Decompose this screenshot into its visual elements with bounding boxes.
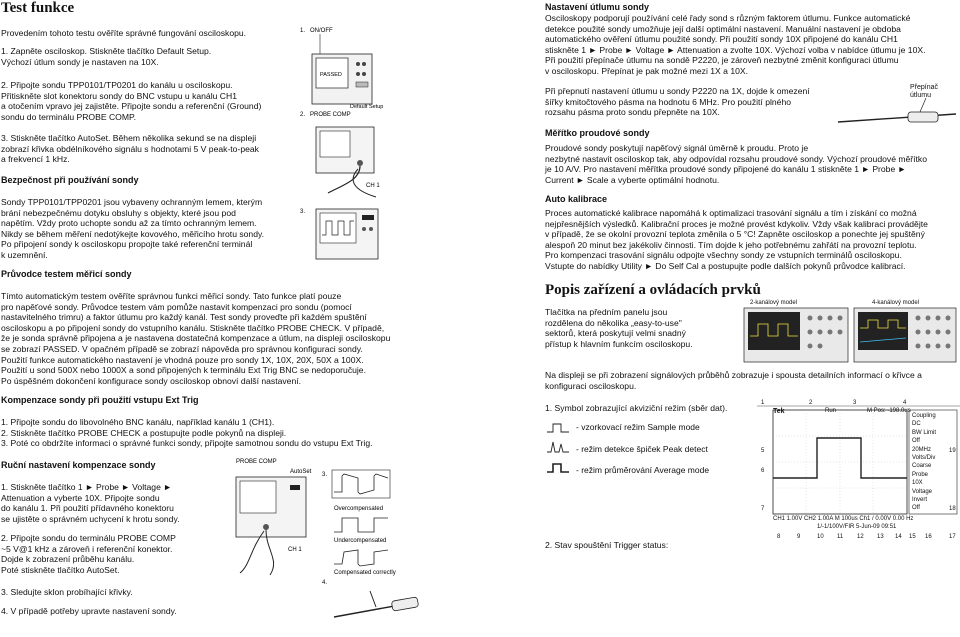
attenuation-text: Osciloskopy podporují používání celé řady sond s různým faktorem útlumu. Funkce automatické detekce použité sondy umožňuje její další optimální nastavení. Manuální nastavení je obdoba automatického ověření útlumu použité sondy. Při použití sondy 10X připojené do kanálu CH1 stiskněte 1 ► Probe ► Voltage ► Attenuation a zvolte 10X. Výchozí volba v nabídce útlumu je 10X. Při použití přepínače útlumu na sondě P2220, je zároveň nezbytné změnit konfiguraci útlumu v osciloskopu. Přepínat je pak možné mezi 1X a 10X.: [545, 13, 926, 76]
probe-guide-text: Tímto automatickým testem ověříte správnou funkci měřicí sondy. Tato funkce platí pouze pro napěťové sondy. Průvodce testem vám pomůže nastavit kompenzaci pro sondu (pomocí nastavitelného trimru) a faktor útlumu pro každý kanál. Test sondy proveďte při každém spuštění osciloskopu a po připojení sondy do vstupního kanálu. Stiskněte tlačítko PROBE CHECK. V případě, že je sonda správně připojena a je nastavena dostatečná kompenzace a útlum, na displeji osciloskopu se zobrazí PASSED. V opačném případě se zobrazí nápověda pro správnou konfiguraci sondy. Použití funkce automatického nastavení je vhodná pouze pro sondy 1X, 10X, 20X, 50X a 100X. Použití u sond 500X nebo 1000X a sond připojených k terminálu Ext Trig BNC se nedoporučuje. Po úspěšném dokončení konfigurace sondy osciloskop obnoví další nastavení.: [1, 291, 391, 386]
peak-detect-icon: [547, 442, 569, 452]
compensation-waveforms: [322, 468, 432, 588]
passed-label: PASSED: [320, 72, 342, 78]
sample-mode-icon: [547, 424, 569, 432]
callout-14: 14: [895, 534, 902, 540]
callout-2: 2: [809, 400, 813, 406]
menu-coarse: Coarse: [912, 463, 932, 470]
callout-1: 1: [761, 400, 765, 406]
scope-mpos: M Pos: -198.0us: [867, 408, 911, 414]
scope-side-menu: [912, 412, 956, 513]
trigger-status-heading: 2. Stav spouštění Trigger status:: [545, 540, 669, 550]
callout-8: 8: [777, 534, 781, 540]
probe-comp-label-2: PROBE COMP: [236, 459, 277, 465]
average-mode-icon: [547, 464, 569, 472]
scope-models-illustration: [742, 306, 958, 364]
autoset-illustration: [298, 205, 398, 265]
figure-number-1: 1.: [300, 28, 306, 34]
manual-step-4: 4. V případě potřeby upravte nastavení sondy.: [1, 606, 177, 616]
intro-text: Provedením tohoto testu ověříte správné fungování osciloskopu.: [1, 28, 247, 38]
menu-invert: Invert: [912, 497, 928, 504]
ext-trig-heading: Kompenzace sondy při použití vstupu Ext Trig: [1, 395, 199, 405]
manual-comp-illustration: [230, 455, 326, 605]
current-scale-heading: Měřítko proudové sondy: [545, 128, 650, 138]
onoff-label: ON/OFF: [310, 28, 333, 34]
callout-16: 16: [925, 534, 932, 540]
label-2ch-model: 2-kanálový model: [750, 300, 798, 306]
callout-3: 3: [853, 400, 857, 406]
manual-step-1: 1. Stiskněte tlačítko 1 ► Probe ► Voltage ► Attenuation a vyberte 10X. Připojte sondu do kanálu 1. Při použití přídavného konektoru se ujistěte o správném uchycení k hrotu sondy.: [1, 482, 180, 524]
figure-number-4: 4.: [322, 580, 328, 586]
auto-cal-heading: Auto kalibrace: [545, 194, 608, 204]
label-4ch-model: 4-kanálový model: [872, 300, 920, 306]
safety-text: Sondy TPP0101/TPP0201 jsou vybaveny ochranným lemem, kterým brání nebezpečnému dotyku obsluhy s objekty, které jsou pod napětím. Vždy proto uchopte sondu až za tímto ochranným lemem. Nikdy se během měření nedotýkejte kovového, měřicího hrotu sondy. Po připojení sondy k osciloskopu propojte také referenční terminál k uzemnění.: [1, 197, 265, 260]
callout-12: 12: [857, 534, 864, 540]
ch1-label-2: CH 1: [288, 547, 302, 553]
mode-average-label: - režim průměrování Average mode: [576, 465, 710, 475]
callout-6: 6: [761, 468, 765, 474]
undercompensated-label: Undercompensated: [334, 538, 387, 544]
callout-5: 5: [761, 448, 765, 454]
figure-number-3: 3.: [300, 209, 306, 215]
attenuation-switch-label: Přepínač útlumu: [910, 84, 939, 99]
controls-text: Tlačítka na předním panelu jsou rozdělena do několika „easy-to-use" sektorů, která poskytují velmi snadný přístup k hlavním funkcím osciloskopu.: [545, 307, 693, 349]
probe-connection-illustration: [298, 125, 398, 205]
auto-cal-text: Proces automatické kalibrace napomáhá k optimalizaci trasování signálu a tím i získání co možná nejpřesnějších výsledků. Kalibrační proces je možné provést kdykoliv. Vždy však kalibraci provádějte v případě, že se okolní provozní teplota změnila o 5 °C! Zapněte osciloskop a ponechte jej spuštěný alespoň 20 minut bez jakékoliv činnosti. Tím dojde k jeho potřebnému zahřátí na provozní teplotu. Pro kompenzaci trasování signálu odpojte všechny sondy ze vstupních terminálů osciloskopu. Vstupte do nabídky Utility ► Do Self Cal a postupujte podle dalších pokynů průvodce kalibrací.: [545, 208, 928, 271]
step-1: 1. Zapněte osciloskop. Stiskněte tlačítko Default Setup. Výchozí útlum sondy je nastaven na 10X.: [1, 46, 212, 67]
menu-bw-20mhz: 20MHz: [912, 446, 932, 453]
figure-number-2: 2.: [300, 112, 306, 118]
callout-19: 19: [949, 448, 956, 454]
manual-comp-heading: Ruční nastavení kompenzace sondy: [1, 460, 156, 470]
compensated-correctly-label: Compensated correctly: [334, 570, 396, 576]
figure-number-3b: 3.: [322, 472, 328, 478]
step-2: 2. Připojte sondu TPP0101/TP0201 do kanálu u osciloskopu. Přitiskněte slot konektoru sondy do BNC vstupu u kanálu CH1 a otočením vpravo jej zajistěte. Připojte sondu a referenční (Ground) sondu do terminálu PROBE COMP.: [1, 80, 262, 122]
callout-9: 9: [797, 534, 801, 540]
probe-guide-heading: Průvodce testem měřicí sondy: [1, 269, 132, 279]
probe-adjust-illustration: [330, 583, 430, 633]
menu-bw-off: Off: [912, 438, 920, 445]
autoset-label: AutoSet: [290, 469, 312, 475]
scope-run-state: Run: [825, 408, 837, 414]
callout-11: 11: [837, 534, 844, 540]
callout-17: 17: [949, 534, 956, 540]
menu-probe: Probe: [912, 471, 929, 478]
menu-coupling-value: DC: [912, 421, 921, 428]
acq-symbol-heading: 1. Symbol zobrazující akviziční režim (sběr dat).: [545, 403, 728, 413]
menu-invert-off: Off: [912, 505, 920, 512]
attenuation-switch-text: Při přepnutí nastavení útlumu u sondy P2220 na 1X, dojde k omezení šířky kmitočtového pásma na hodnotu 6 MHz. Pro použití plného rozsahu pásma proto sondu přepněte na 10X.: [545, 86, 810, 118]
default-setup-illustration: [298, 24, 398, 124]
page-title: Test funkce: [1, 0, 75, 16]
mode-sample-label: - vzorkovací režim Sample mode: [576, 422, 700, 432]
callout-10: 10: [817, 534, 824, 540]
ch1-label: CH 1: [366, 183, 380, 189]
callout-18: 18: [949, 506, 956, 512]
scope-status-bar-2: 1/-1/100V/FIR 5-Jun-09 09:51: [817, 524, 897, 530]
menu-voltage: Voltage: [912, 488, 933, 495]
controls-heading: Popis zařízení a ovládacích prvků: [545, 282, 761, 298]
callout-4: 4: [903, 400, 907, 406]
menu-bw-limit: BW Limit: [912, 429, 936, 436]
callout-15: 15: [909, 534, 916, 540]
menu-coupling: Coupling: [912, 413, 936, 419]
callout-13: 13: [877, 534, 884, 540]
current-scale-text: Proudové sondy poskytují napěťový signál úměrně k proudu. Proto je nezbytné nastavit osciloskop tak, aby odpovídal rozsahu proudové sondy. Výchozí proudové měřítko je 10 A/V. Pro nastavení měřítka proudové sondy připojené do kanálu 1 stiskněte 1 ► Probe ► Current ► Scale a vyberte optimální hodnotu.: [545, 143, 928, 185]
display-info-text: Na displeji se při zobrazení signálových průběhů zobrazuje i spousta detailních informací o křivce a konfiguraci osciloskopu.: [545, 370, 922, 391]
step-3: 3. Stiskněte tlačítko AutoSet. Během několika sekund se na displeji zobrazí křivka obdélníkového signálu s hodnotami 5 V peak-to-peak a frekvencí 1 kHz.: [1, 133, 259, 165]
menu-volts-div: Volts/Div: [912, 455, 936, 462]
default-setup-label: Default Setup: [350, 104, 384, 110]
mode-peak-label: - režim detekce špiček Peak detect: [576, 444, 708, 454]
scope-brand: Tek: [773, 408, 785, 415]
attenuation-heading: Nastavení útlumu sondy: [545, 2, 650, 12]
manual-step-3: 3. Sledujte sklon probíhající křivky.: [1, 587, 133, 597]
overcompensated-label: Overcompensated: [334, 506, 384, 512]
probe-switch-illustration: [838, 92, 958, 132]
scope-display: [757, 398, 960, 548]
callout-7: 7: [761, 506, 765, 512]
ext-trig-text: 1. Připojte sondu do libovolného BNC kanálu, například kanálu 1 (CH1). 2. Stiskněte tlačítko PROBE CHECK a postupujte podle pokynů na displeji. 3. Poté co obdržíte informaci o správné funkci sondy, připojte samotnou sondu do vstupu Ext Trig.: [1, 417, 373, 449]
safety-heading: Bezpečnost při používání sondy: [1, 175, 139, 185]
scope-status-bar: CH1 1.00V CH2 1.00A M 100us Ch1 / 0.00V 0.00 Hz: [773, 516, 914, 522]
manual-step-2: 2. Připojte sondu do terminálu PROBE COMP ~5 V@1 kHz a zároveň i referenční konektor. Dojde k zobrazení průběhu kanálu. Poté stiskněte tlačítko AutoSet.: [1, 533, 176, 575]
menu-probe-value: 10X: [912, 480, 923, 487]
probe-comp-label: PROBE COMP: [310, 112, 351, 118]
acq-mode-icons: [545, 420, 573, 476]
